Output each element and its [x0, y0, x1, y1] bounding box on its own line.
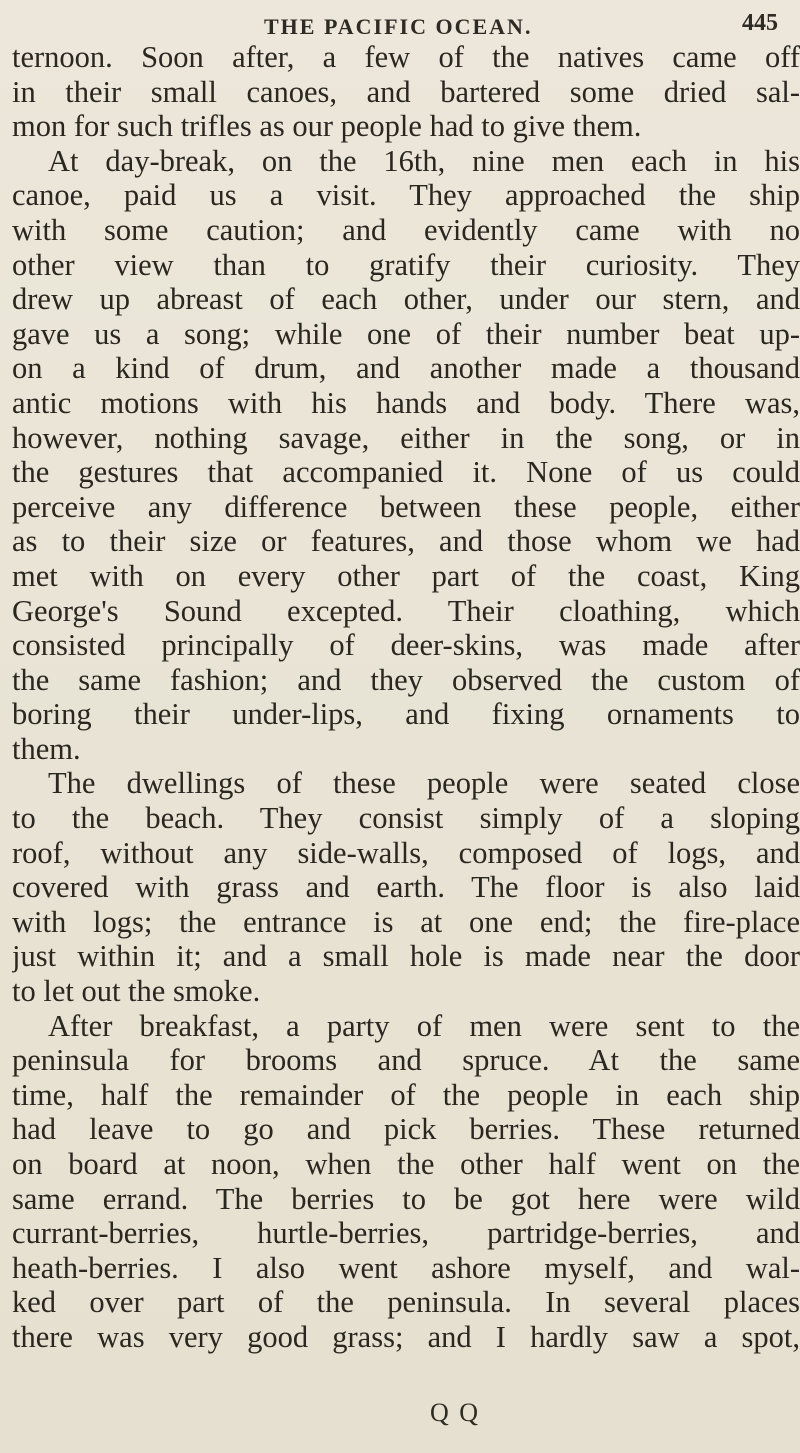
text-line: The dwellings of these people were seated close — [48, 766, 800, 801]
text-line: time, half the remainder of the people in each ship — [12, 1077, 800, 1112]
text-line: After breakfast, a party of men were sent to the — [48, 1008, 800, 1043]
text-line: same errand. The berries to be got here were wild — [12, 1181, 800, 1216]
text-line: George's Sound excepted. Their cloathing, which — [12, 593, 800, 628]
text-line: antic motions with his hands and body. There was, — [12, 385, 800, 420]
text-line: them. — [12, 731, 81, 766]
text-line: in their small canoes, and bartered some dried sal- — [12, 74, 800, 109]
text-line: on a kind of drum, and another made a thousand — [12, 351, 800, 386]
text-line: perceive any difference between these people, either — [12, 489, 800, 524]
text-line: there was very good grass; and I hardly saw a spot, — [12, 1319, 800, 1354]
text-line: roof, without any side-walls, composed of logs, and — [12, 835, 800, 870]
text-line: peninsula for brooms and spruce. At the same — [12, 1043, 800, 1078]
text-line: covered with grass and earth. The floor is also laid — [12, 870, 800, 905]
text-line: had leave to go and pick berries. These returned — [12, 1112, 800, 1147]
text-line: consisted principally of deer-skins, was made after — [12, 628, 800, 663]
text-line: boring their under-lips, and fixing ornaments to — [12, 697, 800, 732]
text-line: ternoon. Soon after, a few of the natives came off — [12, 40, 800, 74]
text-line: however, nothing savage, either in the song, or in — [12, 420, 800, 455]
text-line: canoe, paid us a visit. They approached the ship — [12, 178, 800, 213]
text-line: gave us a song; while one of their number beat up- — [12, 316, 800, 351]
text-line: drew up abreast of each other, under our stern, and — [12, 282, 800, 317]
text-line: to let out the smoke. — [12, 974, 261, 1009]
text-line: the same fashion; and they observed the custom of — [12, 662, 800, 697]
text-line: currant-berries, hurtle-berries, partridge-berries, and — [12, 1216, 800, 1251]
text-line: with logs; the entrance is at one end; the fire-place — [12, 904, 800, 939]
text-line: met with on every other part of the coast, King — [12, 558, 800, 593]
text-line: to the beach. They consist simply of a sloping — [12, 801, 800, 836]
text-line: with some caution; and evidently came with no — [12, 212, 800, 247]
body-text — [12, 40, 800, 1355]
running-head: THE PACIFIC OCEAN. — [264, 14, 533, 39]
signature-mark: Q Q — [430, 1398, 481, 1427]
text-line: heath-berries. I also went ashore myself, and wal- — [12, 1250, 800, 1285]
text-line: ked over part of the peninsula. In several places — [12, 1285, 800, 1320]
text-line: just within it; and a small hole is made near the door — [12, 939, 800, 974]
text-line: At day-break, on the 16th, nine men each in his — [48, 143, 800, 178]
text-line: on board at noon, when the other half went on the — [12, 1147, 800, 1181]
text-line: the gestures that accompanied it. None of us could — [12, 455, 800, 490]
text-line: as to their size or features, and those whom we had — [12, 524, 800, 559]
text-line: other view than to gratify their curiosity. They — [12, 247, 800, 282]
text-line: mon for such trifles as our people had to give them. — [12, 109, 642, 144]
page-header — [240, 6, 790, 40]
page-number: 445 — [742, 10, 778, 36]
